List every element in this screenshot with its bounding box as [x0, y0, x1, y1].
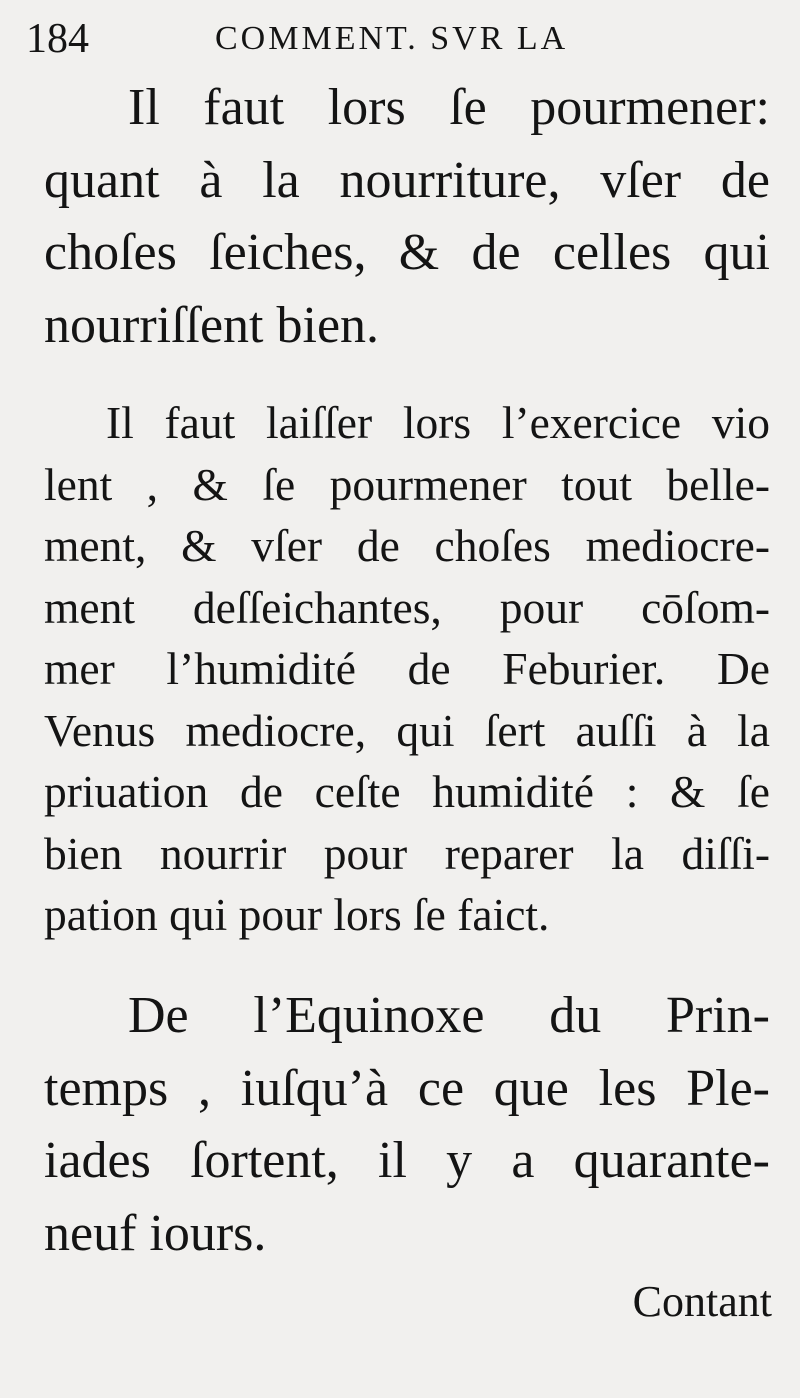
text-line: choſes ſeiches, & de celles qui: [44, 224, 770, 281]
text-line: temps , iuſqu’à ce que les Ple-: [44, 1059, 770, 1117]
text-line: ment, & vſer de choſes mediocre-: [44, 520, 770, 571]
page-header: [0, 14, 800, 64]
text-line: neuf iours.: [44, 1204, 267, 1262]
text-line: Venus mediocre, qui ſert auſſi à la: [44, 704, 770, 756]
text-line: Il faut laiſſer lors l’exercice vio: [106, 397, 770, 448]
text-line: quant à la nourriture, vſer de: [44, 151, 770, 209]
text-line: priuation de ceſte humidité : & ſe: [44, 766, 770, 817]
text-line: pation qui pour lors ſe faict.: [44, 889, 550, 940]
text-line: mer l’humidité de Feburier. De: [44, 643, 770, 694]
text-line: bien nourrir pour reparer la diſſi-: [44, 827, 770, 879]
paragraph-3: [44, 980, 770, 1270]
paragraph-1: [44, 72, 770, 362]
paragraph-2: [44, 392, 770, 946]
text-line: Il faut lors ſe pourmener:: [128, 79, 770, 136]
text-line: nourriſſent bien.: [44, 296, 380, 354]
text-line: iades ſortent, il y a quarante-: [44, 1132, 770, 1189]
text-line: ment deſſeichantes, pour cōſom-: [44, 581, 770, 633]
text-line: De l’Equinoxe du Prin-: [128, 987, 770, 1044]
catchword: Contant: [632, 1277, 772, 1326]
page-number: 184: [26, 16, 89, 62]
running-head: COMMENT. SVR LA: [215, 20, 569, 57]
text-line: lent , & ſe pourmener tout belle-: [44, 458, 770, 510]
